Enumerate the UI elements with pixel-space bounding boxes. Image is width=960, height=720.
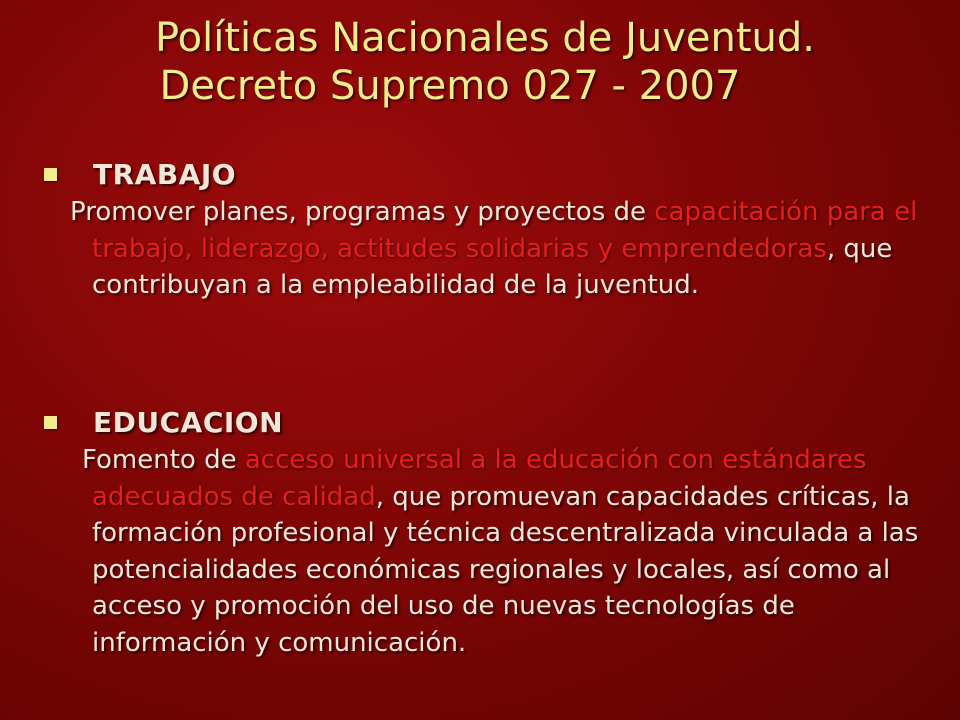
- highlighted-text: capacitación para el trabajo, liderazgo, actitudes solidarias y emprendedoras: [92, 197, 918, 264]
- highlighted-text: acceso universal a la educación con estándares adecuados de calidad: [92, 445, 867, 512]
- section-body: [44, 442, 924, 661]
- body-text: Promover planes, programas y proyectos de: [70, 197, 655, 227]
- title-line-2: Decreto Supremo 027 - 2007: [159, 63, 741, 109]
- slide-title: [0, 14, 960, 110]
- square-bullet-icon: [44, 168, 57, 181]
- section-heading: EDUCACION: [93, 405, 284, 439]
- section-heading-row: [44, 156, 924, 192]
- section-heading: TRABAJO: [93, 157, 237, 191]
- section-body: [44, 194, 924, 304]
- section-educacion: [44, 404, 924, 661]
- section-trabajo: [44, 156, 924, 304]
- body-text: Fomento de: [82, 445, 245, 475]
- section-heading-row: [44, 404, 924, 440]
- square-bullet-icon: [44, 416, 57, 429]
- title-line-1: Políticas Nacionales de Juventud.: [154, 15, 816, 61]
- body-text: , que contribuyan a la empleabilidad de la juventud.: [92, 233, 893, 300]
- body-text: , que promuevan capacidades críticas, la formación profesional y técnica descentralizada vinculada a las potencialidades económicas regionales y locales, así como al acceso y promoción del uso de nuevas tecnologías de información y comunicación.: [92, 481, 919, 658]
